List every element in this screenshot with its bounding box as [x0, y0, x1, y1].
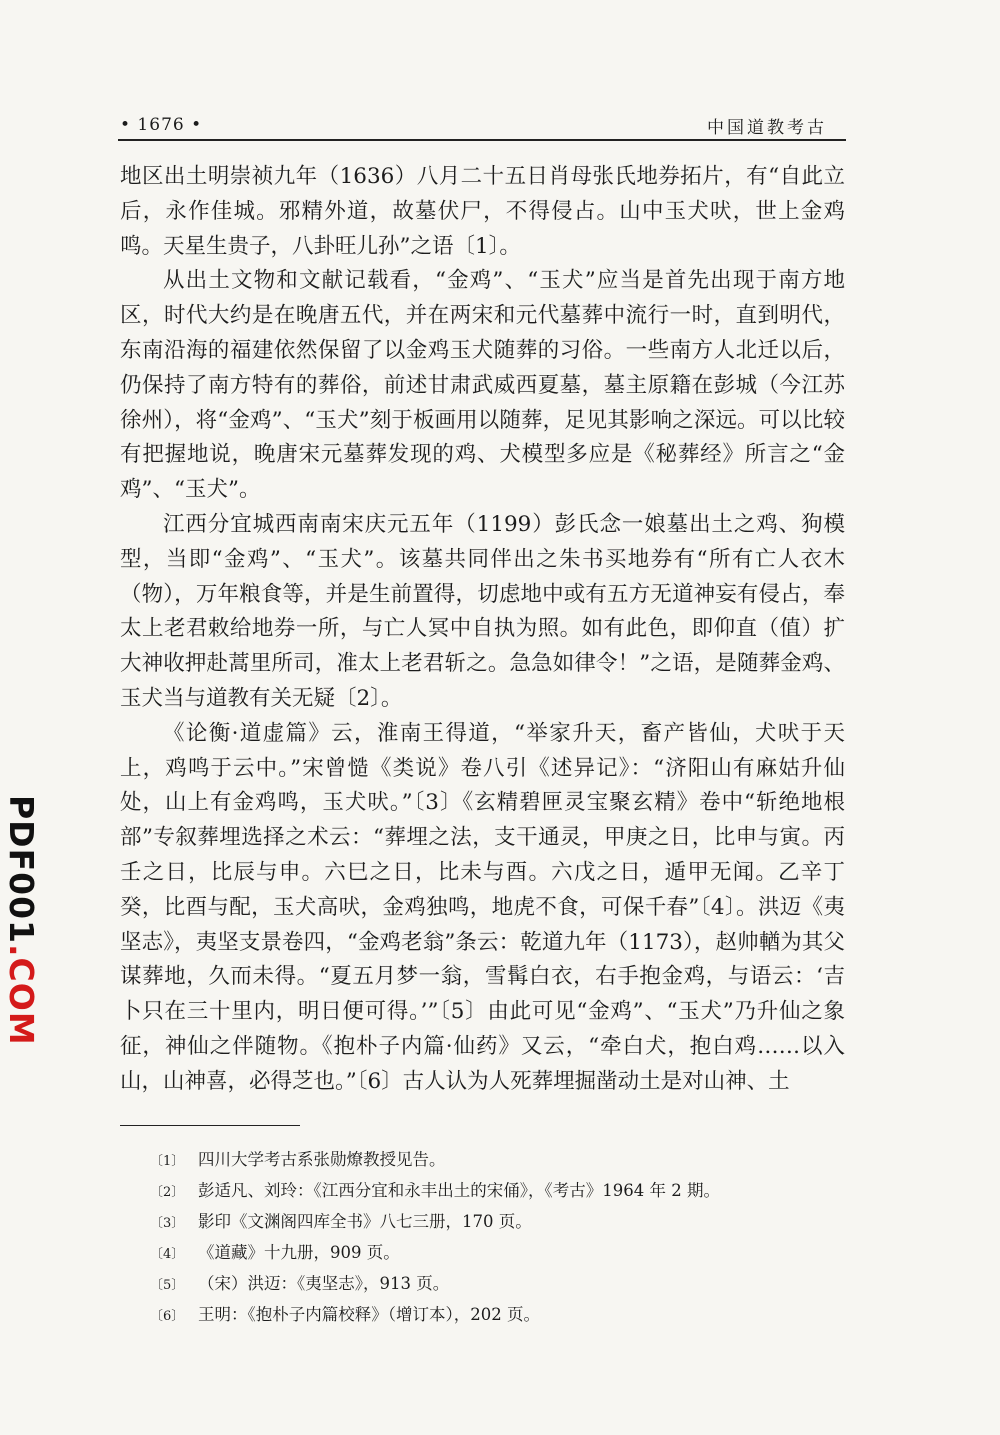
footnote-mark: 〔2〕 — [150, 1185, 185, 1200]
paragraph-continued: 地区出土明崇祯九年（1636）八月二十五日肖母张氏地券拓片，有“自此立后，永作佳城。邪精外道，故墓伏尸，不得侵占。山中玉犬吠，世上金鸡鸣。天星生贵子，八卦旺儿孙”之语〔1〕。 — [120, 164, 845, 259]
footnote-item — [150, 1269, 845, 1300]
footnote-item — [150, 1238, 845, 1269]
footnote-mark: 〔3〕 — [150, 1216, 185, 1231]
footnote-mark: 〔4〕 — [150, 1247, 185, 1262]
main-text — [120, 160, 845, 1100]
paragraph: 从出土文物和文献记载看，“金鸡”、“玉犬”应当是首先出现于南方地区，时代大约是在晚唐五代，并在两宋和元代墓葬中流行一时，直到明代，东南沿海的福建依然保留了以金鸡玉犬随葬的习俗。一些南方人北迁以后，仍保持了南方特有的葬俗，前述甘肃武威西夏墓，墓主原籍在彭城（今江苏徐州），将“金鸡”、“玉犬”刻于板画用以随葬，足见其影响之深远。可以比较有把握地说，晚唐宋元墓葬发现的鸡、犬模型多应是《秘葬经》所言之“金鸡”、“玉犬”。 — [120, 268, 845, 503]
footnote-text: 影印《文渊阁四库全书》八七三册，170 页。 — [198, 1212, 532, 1231]
watermark — [2, 795, 41, 1046]
footnotes — [150, 1145, 845, 1331]
footnote-mark: 〔5〕 — [150, 1278, 185, 1293]
footnote-rule — [120, 1125, 300, 1126]
footnote-text: 四川大学考古系张勋燎教授见告。 — [198, 1150, 446, 1169]
footnote-text: 彭适凡、刘玲：《江西分宜和永丰出土的宋俑》，《考古》1964 年 2 期。 — [198, 1181, 720, 1200]
footnote-text: （宋）洪迈：《夷坚志》，913 页。 — [198, 1274, 450, 1293]
footnote-mark: 〔1〕 — [150, 1154, 185, 1169]
watermark-domain: .COM — [2, 944, 41, 1046]
footnote-item — [150, 1207, 845, 1238]
watermark-text: PDF001 — [2, 795, 41, 945]
page-number: • 1676 • — [120, 115, 203, 135]
paragraph: 江西分宜城西南南宋庆元五年（1199）彭氏念一娘墓出土之鸡、狗模型，当即“金鸡”、“玉犬”。该墓共同伴出之朱书买地券有“所有亡人衣木（物），万年粮食等，并是生前置得，切虑地中或有五方无道神妄有侵占，奉太上老君敕给地券一所，与亡人冥中自执为照。如有此色，即仰直（值）扩大神收押赴蒿里所司，准太上老君斩之。急急如律令！”之语，是随葬金鸡、玉犬当与道教有关无疑〔2〕。 — [120, 511, 845, 711]
running-title: 中国道教考古 — [707, 118, 827, 138]
footnote-mark: 〔6〕 — [150, 1309, 185, 1324]
footnote-item — [150, 1300, 845, 1331]
header-rule — [118, 139, 846, 141]
paragraph: 《论衡·道虚篇》云，淮南王得道，“举家升天，畜产皆仙，犬吠于天上，鸡鸣于云中。”宋曾慥《类说》卷八引《述异记》：“济阳山有麻姑升仙处，山上有金鸡鸣，玉犬吠。”〔3〕《玄精碧匣灵宝聚玄精》卷中“斩绝地根部”专叙葬埋选择之术云：“葬埋之法，支干通灵，甲庚之日，比申与寅。丙壬之日，比辰与申。六巳之日，比未与酉。六戊之日，遁甲无闻。乙辛丁癸，比酉与配，玉犬高吠，金鸡独鸣，地虎不食，可保千春”〔4〕。洪迈《夷坚志》，夷坚支景卷四，“金鸡老翁”条云：乾道九年（1173），赵帅輶为其父谋葬地，久而未得。“夏五月梦一翁，雪髯白衣，右手抱金鸡，与语云：‘吉卜只在三十里内，明日便可得。’”〔5〕由此可见“金鸡”、“玉犬”乃升仙之象征，神仙之伴随物。《抱朴子内篇·仙药》又云，“牵白犬，抱白鸡……以入山，山神喜，必得芝也。”〔6〕古人认为人死葬埋掘凿动土是对山神、土 — [120, 720, 845, 1094]
footnote-text: 王明：《抱朴子内篇校释》（增订本），202 页。 — [198, 1305, 540, 1324]
footnote-text: 《道藏》十九册，909 页。 — [198, 1243, 400, 1262]
footnote-item — [150, 1145, 845, 1176]
footnote-item — [150, 1176, 845, 1207]
running-header — [120, 113, 845, 139]
